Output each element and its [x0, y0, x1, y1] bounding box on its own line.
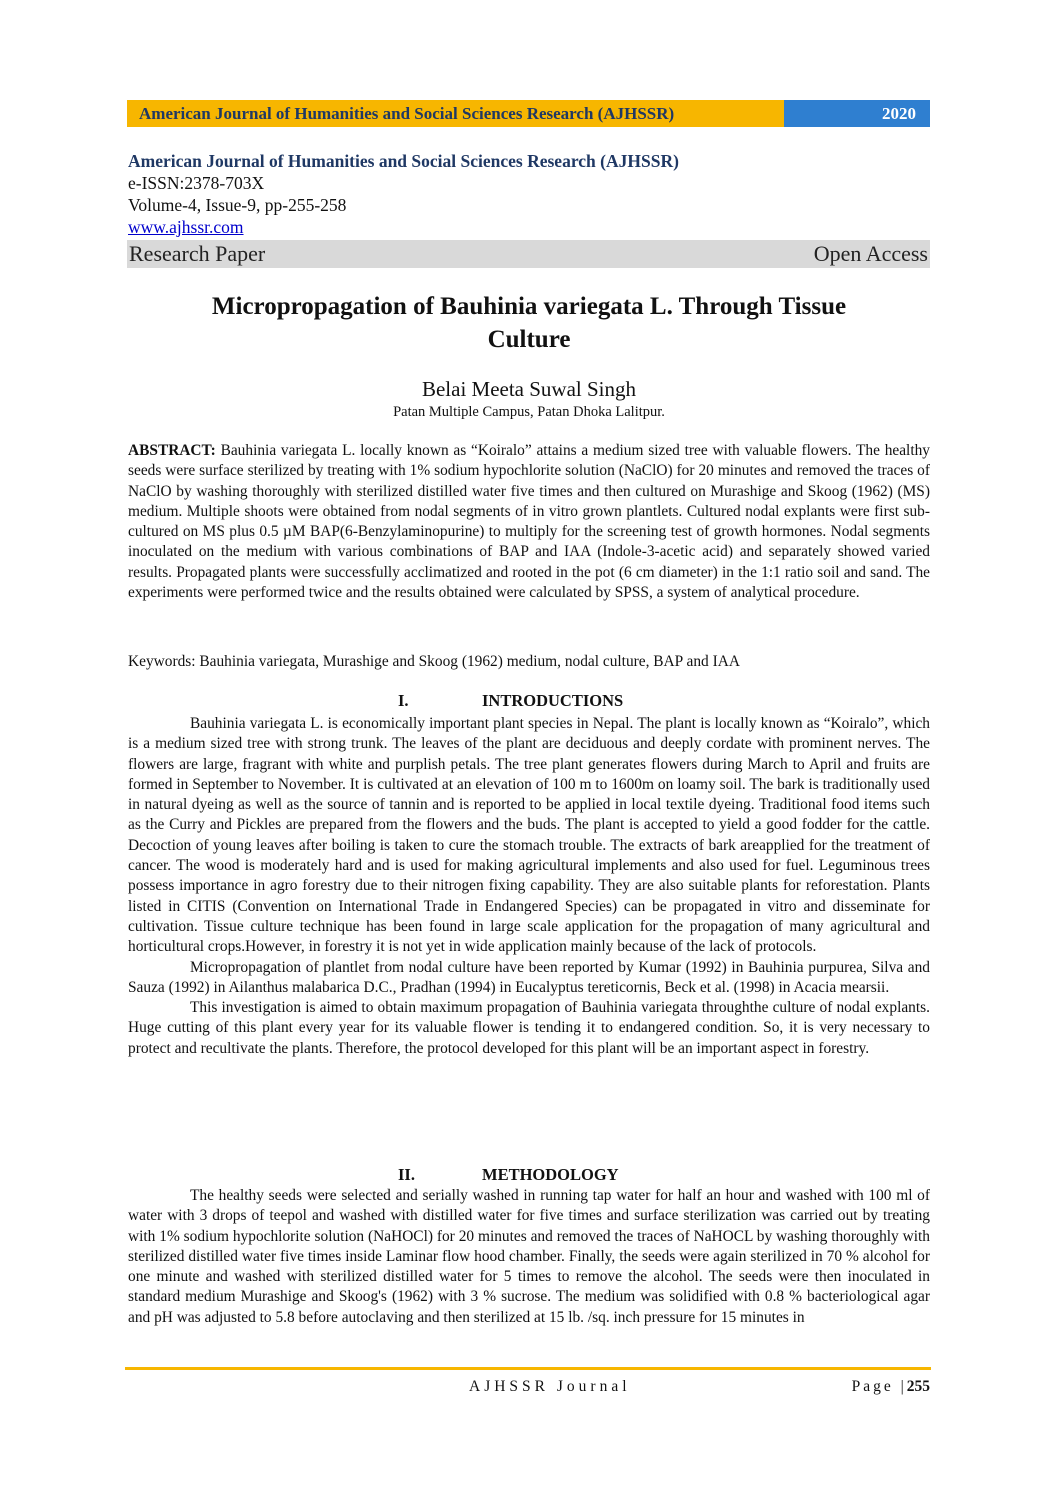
- methodology-body: [128, 1186, 930, 1328]
- journal-name: American Journal of Humanities and Social Sciences Research (AJHSSR): [128, 151, 679, 171]
- volume-issue: Volume-4, Issue-9, pp-255-258: [128, 195, 347, 215]
- keywords: Keywords: Bauhinia variegata, Murashige and Skoog (1962) medium, nodal culture, BAP and IAA: [128, 653, 740, 670]
- section-title: METHODOLOGY: [482, 1165, 619, 1184]
- footer-journal: AJHSSR Journal: [469, 1378, 631, 1395]
- section-title: INTRODUCTIONS: [482, 691, 624, 710]
- author-affiliation: Patan Multiple Campus, Patan Dhoka Lalitpur.: [393, 404, 665, 420]
- paragraph: Bauhinia variegata L. is economically important plant species in Nepal. The plant is locally known as “Koiralo”, which is a medium sized tree with strong trunk. The leaves of the plant are deciduous and deeply cordate with prominent nerves. The flowers are large, fragrant with white and purplish petals. The tree plant generates flowers during March to April and fruits are formed in September to November. It is cultivated at an elevation of 100 m to 1600m on loamy soil. The bark is traditionally used in natural dyeing as well as the source of tannin and is reported to be applied in local textile dyeing. Traditional food items such as the Curry and Pickles are prepared from the flowers and the buds. The plant is accepted to yield a good fodder for the cattle. Decoction of young leaves after boiling is taken to cure the stomach trouble. The extracts of bark areapplied for the treatment of cancer. The wood is moderately hard and is used for making agricultural implements and also used for fuel. Leguminous trees possess importance in agro forestry due to their nitrogen fixing capability. They are also suitable plants for reforestation. Plants listed in CITIS (Convention on International Trade in Endangered Species) can be propagated in vitro and disseminate for cultivation. Tissue culture technique has been found in large scale application for the propagation of many agricultural and horticultural crops.However, in forestry it is not yet in wide application mainly because of the lack of protocols.: [128, 715, 930, 956]
- introductions-body: [128, 714, 930, 1059]
- section-number: I.: [398, 691, 409, 710]
- abstract-text: Bauhinia variegata L. locally known as “Koiralo” attains a medium sized tree with valuable flowers. The healthy seeds were surface sterilized by treating with 1% sodium hypochlorite solution (NaClO) for 20 minutes and removed the traces of NaClO by washing thoroughly with sterilized distilled water five times and then cultured on Murashige and Skoog (1962) (MS) medium. Multiple shoots were obtained from nodal segments of in vitro grown plantlets. Cultured nodal explants were first sub-cultured on MS plus 0.5 µM BAP(6-Benzylaminopurine) to multiply for the screening test of growth hormones. Nodal segments inoculated on the medium with various combinations of BAP and IAA (Indole-3-acetic acid) and separately showed varied results. Propagated plants were successfully acclimatized and rooted in the pot (6 cm diameter) in the 1:1 ratio soil and sand. The experiments were performed twice and the results obtained were calculated by SPSS, a system of analytical procedure.: [128, 442, 930, 602]
- title-line-2: Culture: [487, 326, 571, 353]
- page-footer: [128, 1376, 930, 1398]
- website-link[interactable]: www.ajhssr.com: [128, 217, 244, 237]
- paragraph: This investigation is aimed to obtain maximum propagation of Bauhinia variegata throughthe culture of nodal explants. Huge cutting of this plant every year for its valuable flower is tending it to endangered condition. So, it is very necessary to protect and recultivate the plants. Therefore, the protocol developed for this plant will be an important aspect in forestry.: [128, 999, 930, 1057]
- paragraph: The healthy seeds were selected and serially washed in running tap water for half an hour and washed with 100 ml of water with 3 drops of teepol and washed with distilled water for five times and surface sterilization was carried out by treating with 1% sodium hypochlorite solution (NaHOCl) for 20 minutes and removed the traces of NaHOCL by washing thoroughly with sterilized distilled water five times inside Laminar flow hood chamber. Finally, the seeds were again sterilized in 70 % alcohol for one minute and washed with sterilized distilled water for 5 times to remove the alcohol. The seeds were then inoculated in standard medium Murashige and Skoog's (1962) with 3 % sucrose. The medium was solidified with 0.8 % bacteriological agar and pH was adjusted to 5.8 before autoclaving and then sterilized at 15 lb. /sq. inch pressure for 15 minutes in: [128, 1187, 930, 1326]
- page-number-label: [852, 1376, 930, 1398]
- paper-type-bar: [127, 240, 930, 268]
- access-label: Open Access: [813, 241, 928, 266]
- paper-title: [128, 290, 930, 356]
- running-header: [127, 100, 930, 127]
- page-label: Page |: [851, 1378, 907, 1395]
- section-heading-introductions: [128, 690, 930, 712]
- abstract: [128, 441, 930, 603]
- paper-type: Research Paper: [129, 241, 266, 266]
- section-heading-methodology: [128, 1164, 930, 1186]
- abstract-label: ABSTRACT:: [128, 442, 216, 459]
- author-name: Belai Meeta Suwal Singh: [421, 377, 637, 401]
- section-number: II.: [398, 1165, 415, 1184]
- title-line-1: Micropropagation of Bauhinia variegata L. Through Tissue: [211, 293, 847, 320]
- footer-rule: [125, 1367, 931, 1370]
- page-number: 255: [906, 1378, 930, 1395]
- paragraph: Micropropagation of plantlet from nodal culture have been reported by Kumar (1992) in Bauhinia purpurea, Silva and Sauza (1992) in Ailanthus malabarica D.C., Pradhan (1994) in Eucalyptus tereticornis, Beck et al. (1998) in Acacia mearsii.: [128, 958, 930, 996]
- publication-info: [128, 150, 930, 238]
- issn: e-ISSN:2378-703X: [128, 173, 265, 193]
- header-year: 2020: [784, 100, 930, 127]
- header-journal-name: American Journal of Humanities and Social Sciences Research (AJHSSR): [127, 100, 784, 127]
